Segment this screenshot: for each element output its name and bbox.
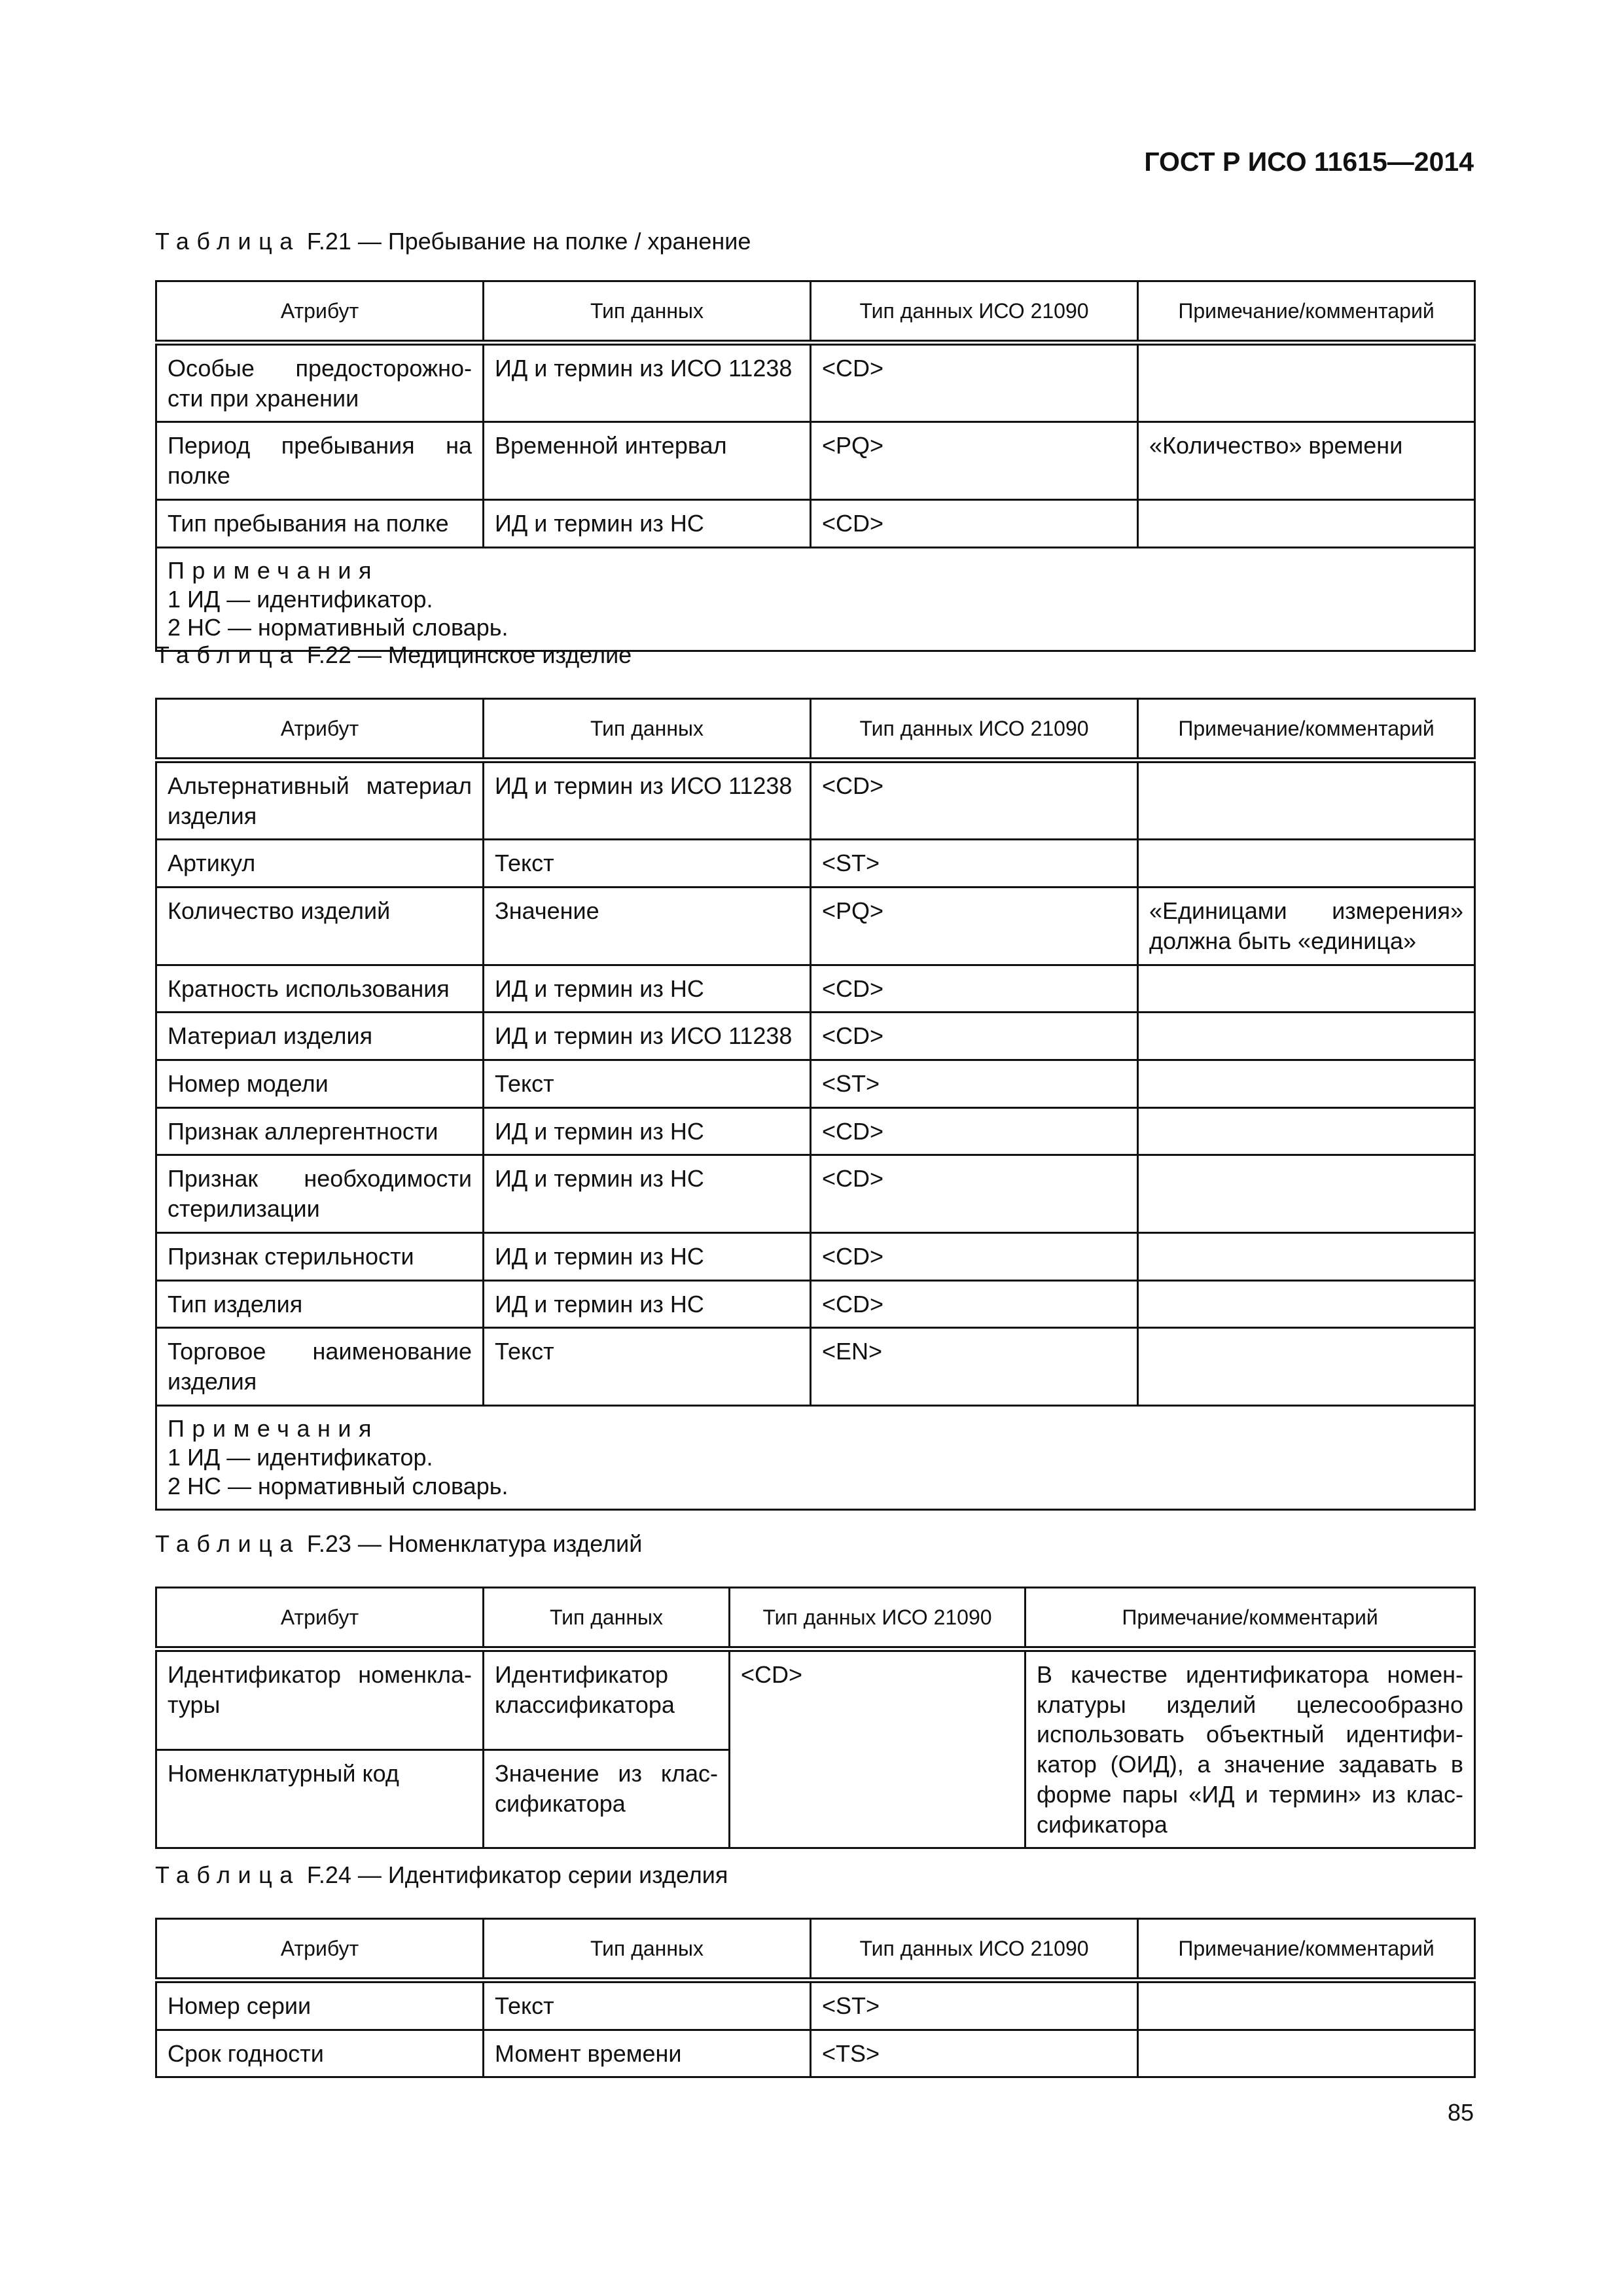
- table-row: [156, 840, 1475, 888]
- col-comment: Примечание/комментарий: [1138, 281, 1475, 343]
- table-row: [156, 1649, 1475, 1750]
- notes-heading: Примечания: [168, 1414, 380, 1442]
- table-caption-f21: [155, 228, 751, 255]
- cell-iso-type: <ST>: [811, 1981, 1138, 2030]
- cell-iso-type: <PQ>: [811, 422, 1138, 499]
- table-prefix: Таблица: [155, 1861, 300, 1888]
- cell-data-type: ИД и термин из НС: [484, 1232, 811, 1280]
- cell-attribute: Тип изделия: [156, 1280, 484, 1328]
- cell-attribute: Номенклатурный код: [156, 1750, 484, 1848]
- caption-text: F.22 — Медицинское изделие: [306, 641, 632, 668]
- cell-attribute: Торговое наименование изделия: [156, 1328, 484, 1405]
- cell-comment: [1138, 1981, 1475, 2030]
- notes-heading: Примечания: [168, 556, 380, 584]
- table-caption-f24: [155, 1861, 728, 1889]
- cell-comment: [1138, 1013, 1475, 1060]
- cell-comment: [1138, 2030, 1475, 2077]
- col-attribute: Атрибут: [156, 281, 484, 343]
- table-f24: [155, 1918, 1476, 2078]
- col-data-type: Тип данных: [484, 1588, 730, 1649]
- col-attribute: Атрибут: [156, 1588, 484, 1649]
- col-iso-type: Тип данных ИСО 21090: [811, 281, 1138, 343]
- cell-attribute: Признак необходимости стерилизации: [156, 1155, 484, 1232]
- page-number: 85: [1447, 2099, 1474, 2126]
- header-row: [156, 1588, 1475, 1649]
- table-row: [156, 1280, 1475, 1328]
- cell-iso-type: <CD>: [811, 1280, 1138, 1328]
- table-row: [156, 1060, 1475, 1108]
- cell-data-type: Идентификатор классификатора: [484, 1649, 730, 1750]
- table-row: [156, 1328, 1475, 1405]
- table-f22: [155, 698, 1476, 1511]
- cell-comment: [1138, 1155, 1475, 1232]
- cell-attribute: Кратность использования: [156, 965, 484, 1013]
- cell-comment: [1138, 499, 1475, 547]
- cell-attribute: Признак аллергентности: [156, 1107, 484, 1155]
- table-row: [156, 1232, 1475, 1280]
- table-notes: [156, 1405, 1475, 1509]
- cell-iso-type: <CD>: [811, 761, 1138, 840]
- cell-data-type: ИД и термин из ИСО 11238: [484, 1013, 811, 1060]
- cell-attribute: Номер серии: [156, 1981, 484, 2030]
- note-1: 1 ИД — идентификатор.: [168, 585, 433, 613]
- table-f23: [155, 1587, 1476, 1849]
- cell-iso-type: <PQ>: [811, 888, 1138, 965]
- cell-iso-type: <ST>: [811, 1060, 1138, 1108]
- cell-comment: [1138, 1280, 1475, 1328]
- cell-iso-type: <CD>: [811, 965, 1138, 1013]
- cell-data-type: Значение: [484, 888, 811, 965]
- cell-attribute: Особые предосторожно-сти при хранении: [156, 343, 484, 422]
- table-row: [156, 965, 1475, 1013]
- cell-comment: [1138, 761, 1475, 840]
- table-prefix: Таблица: [155, 228, 300, 255]
- cell-data-type: Текст: [484, 1981, 811, 2030]
- note-1: 1 ИД — идентификатор.: [168, 1443, 433, 1471]
- col-attribute: Атрибут: [156, 1919, 484, 1981]
- cell-comment: [1138, 1107, 1475, 1155]
- cell-attribute: Период пребывания на полке: [156, 422, 484, 499]
- table-row: [156, 1155, 1475, 1232]
- cell-attribute: Срок годности: [156, 2030, 484, 2077]
- cell-attribute: Номер модели: [156, 1060, 484, 1108]
- header-row: [156, 1919, 1475, 1981]
- cell-comment: [1138, 343, 1475, 422]
- table-row: [156, 761, 1475, 840]
- table-row: [156, 499, 1475, 547]
- cell-data-type: ИД и термин из НС: [484, 499, 811, 547]
- col-data-type: Тип данных: [484, 281, 811, 343]
- cell-data-type: ИД и термин из ИСО 11238: [484, 761, 811, 840]
- table-prefix: Таблица: [155, 641, 300, 668]
- cell-data-type: Текст: [484, 1060, 811, 1108]
- cell-attribute: Тип пребывания на полке: [156, 499, 484, 547]
- caption-text: F.23 — Номенклатура изделий: [306, 1530, 643, 1557]
- table-row: [156, 888, 1475, 965]
- table-caption-f22: [155, 641, 632, 669]
- cell-data-type: Временной интервал: [484, 422, 811, 499]
- cell-data-type: ИД и термин из НС: [484, 1280, 811, 1328]
- cell-iso-type: <CD>: [811, 1107, 1138, 1155]
- cell-attribute: Количество изделий: [156, 888, 484, 965]
- table-prefix: Таблица: [155, 1530, 300, 1557]
- cell-comment: [1138, 1232, 1475, 1280]
- cell-comment: «Единицами измерения» должна быть «единица»: [1138, 888, 1475, 965]
- col-data-type: Тип данных: [484, 1919, 811, 1981]
- document-header: ГОСТ Р ИСО 11615—2014: [1144, 147, 1474, 177]
- col-data-type: Тип данных: [484, 699, 811, 761]
- table-row: [156, 1013, 1475, 1060]
- col-comment: Примечание/комментарий: [1138, 699, 1475, 761]
- table-caption-f23: [155, 1530, 642, 1558]
- table-row: [156, 422, 1475, 499]
- table-row: [156, 1981, 1475, 2030]
- cell-comment: [1138, 965, 1475, 1013]
- cell-attribute: Артикул: [156, 840, 484, 888]
- note-2: 2 НС — нормативный словарь.: [168, 1472, 508, 1499]
- cell-attribute: Материал изделия: [156, 1013, 484, 1060]
- table-row: [156, 2030, 1475, 2077]
- col-iso-type: Тип данных ИСО 21090: [811, 699, 1138, 761]
- col-comment: Примечание/комментарий: [1026, 1588, 1475, 1649]
- cell-iso-type: <EN>: [811, 1328, 1138, 1405]
- cell-comment: В качестве идентификатора номен-клатуры изделий целесообразно использовать объектный идентифи-катор (ОИД), а значение задавать в форме пары «ИД и термин» из клас-сификатора: [1026, 1649, 1475, 1848]
- table-row: [156, 343, 1475, 422]
- table-row: [156, 1107, 1475, 1155]
- col-iso-type: Тип данных ИСО 21090: [811, 1919, 1138, 1981]
- cell-data-type: Текст: [484, 840, 811, 888]
- col-attribute: Атрибут: [156, 699, 484, 761]
- header-row: [156, 699, 1475, 761]
- table-notes: [156, 547, 1475, 651]
- cell-iso-type: <CD>: [811, 1013, 1138, 1060]
- cell-data-type: ИД и термин из ИСО 11238: [484, 343, 811, 422]
- cell-iso-type: <ST>: [811, 840, 1138, 888]
- cell-iso-type: <CD>: [730, 1649, 1026, 1848]
- col-iso-type: Тип данных ИСО 21090: [730, 1588, 1026, 1649]
- cell-data-type: ИД и термин из НС: [484, 1107, 811, 1155]
- cell-comment: [1138, 1060, 1475, 1108]
- cell-comment: [1138, 1328, 1475, 1405]
- cell-attribute: Альтернативный материал изделия: [156, 761, 484, 840]
- cell-iso-type: <CD>: [811, 499, 1138, 547]
- cell-data-type: Текст: [484, 1328, 811, 1405]
- cell-iso-type: <CD>: [811, 1155, 1138, 1232]
- col-comment: Примечание/комментарий: [1138, 1919, 1475, 1981]
- cell-data-type: Момент времени: [484, 2030, 811, 2077]
- cell-iso-type: <CD>: [811, 1232, 1138, 1280]
- cell-iso-type: <CD>: [811, 343, 1138, 422]
- cell-attribute: Идентификатор номенкла-туры: [156, 1649, 484, 1750]
- cell-data-type: Значение из клас-сификатора: [484, 1750, 730, 1848]
- caption-text: F.21 — Пребывание на полке / хранение: [306, 228, 751, 255]
- cell-data-type: ИД и термин из НС: [484, 1155, 811, 1232]
- cell-data-type: ИД и термин из НС: [484, 965, 811, 1013]
- table-f21: [155, 280, 1476, 652]
- cell-comment: «Количество» времени: [1138, 422, 1475, 499]
- header-row: [156, 281, 1475, 343]
- note-2: 2 НС — нормативный словарь.: [168, 614, 508, 641]
- notes-row: [156, 1405, 1475, 1509]
- cell-iso-type: <TS>: [811, 2030, 1138, 2077]
- caption-text: F.24 — Идентификатор серии изделия: [306, 1861, 728, 1888]
- cell-comment: [1138, 840, 1475, 888]
- cell-attribute: Признак стерильности: [156, 1232, 484, 1280]
- notes-row: [156, 547, 1475, 651]
